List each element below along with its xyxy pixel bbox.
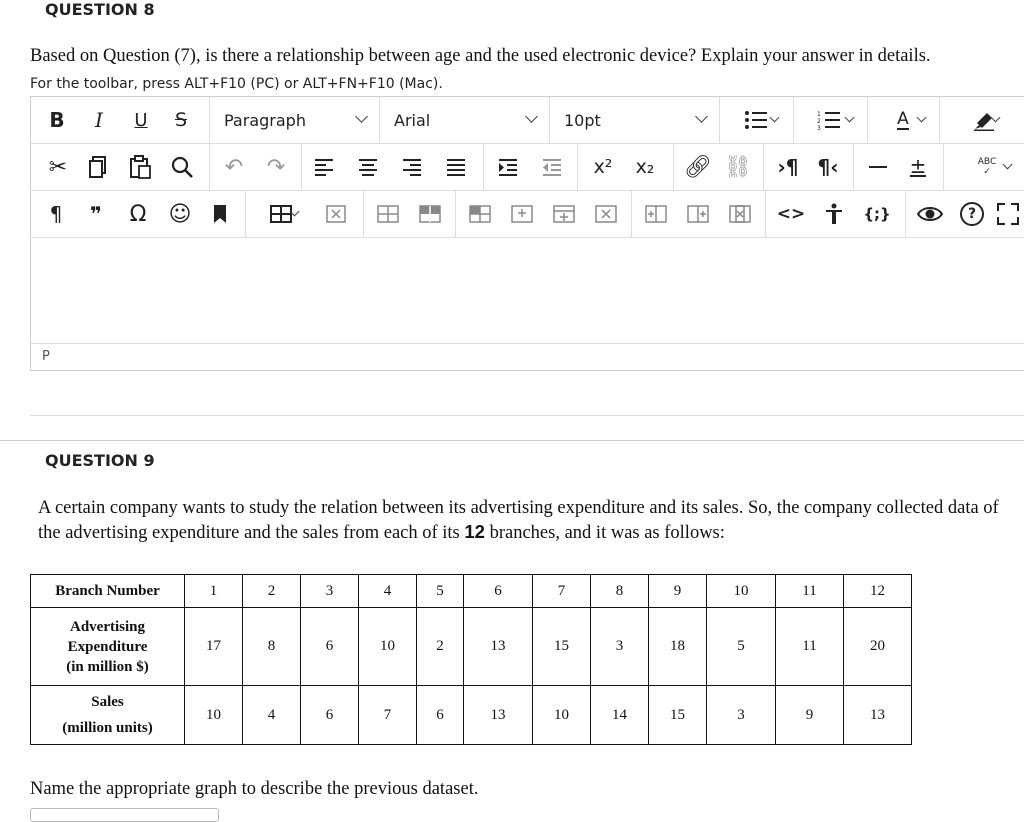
copy-button[interactable] (81, 144, 115, 190)
clipboard-icon (129, 155, 151, 179)
accessibility-button[interactable] (817, 191, 851, 237)
table-row-after-button[interactable] (413, 191, 447, 237)
table-add-icon (511, 205, 533, 223)
help-button[interactable] (955, 191, 989, 237)
emoji-button[interactable] (165, 191, 195, 237)
branch-count: 12 (464, 521, 485, 542)
advertising-cell: 3 (591, 608, 649, 686)
chevron-down-icon (845, 113, 855, 123)
bullet-list-button[interactable] (726, 97, 786, 143)
sales-cell: 14 (591, 686, 649, 745)
rich-text-editor (30, 96, 1024, 371)
table-row-before-button[interactable] (371, 191, 405, 237)
align-left-button[interactable] (307, 144, 341, 190)
branch-cell: 7 (533, 575, 591, 608)
underline-button[interactable]: U (134, 109, 148, 131)
sales-label-cell: Sales (million units) (31, 686, 185, 745)
toolbar-row-3 (31, 191, 1024, 238)
chevron-down-icon (525, 110, 538, 123)
accessibility-icon (824, 203, 844, 225)
toolbar-hint: For the toolbar, press ALT+F10 (PC) or ALT+FN+F10 (Mac). (30, 76, 443, 92)
paste-button[interactable] (123, 144, 157, 190)
spellcheck-button[interactable] (949, 144, 1024, 190)
redo-icon: ↷ (266, 154, 286, 180)
table-header-cell: Branch Number (31, 575, 185, 608)
table-delete-icon (326, 205, 346, 223)
advertising-cell: 6 (301, 608, 359, 686)
scissors-icon: ✂ (48, 154, 68, 180)
format-select[interactable] (224, 97, 374, 143)
font-family-select[interactable] (394, 97, 544, 143)
table-row (31, 575, 912, 608)
font-size-select[interactable] (564, 97, 714, 143)
superscript-button[interactable]: x² (593, 156, 613, 178)
question-8-text: Based on Question (7), is there a relationship between age and the used electronic device? Explain your answer in details. (30, 46, 931, 66)
toolbar-row-2 (31, 144, 1024, 191)
answer-input[interactable] (30, 808, 219, 822)
copy-icon (89, 156, 107, 178)
rtl-icon: ¶‹ (817, 155, 839, 179)
question-9-heading: QUESTION 9 (45, 451, 155, 470)
undo-button[interactable] (217, 144, 251, 190)
sales-cell: 10 (185, 686, 243, 745)
help-icon: ? (960, 202, 984, 226)
advertising-cell: 5 (707, 608, 776, 686)
redo-button[interactable] (259, 144, 293, 190)
advertising-cell: 11 (776, 608, 844, 686)
sales-cell: 9 (776, 686, 844, 745)
table-delete-col-button[interactable] (723, 191, 757, 237)
smiley-icon: ☺ (168, 201, 192, 227)
sales-cell: 13 (464, 686, 533, 745)
font-size-select-value: 10pt (564, 110, 601, 130)
eye-icon (917, 205, 943, 223)
branch-cell: 8 (591, 575, 649, 608)
italic-button[interactable]: I (95, 108, 103, 132)
numbered-list-button[interactable] (799, 97, 859, 143)
align-right-icon (402, 157, 422, 177)
chevron-down-icon (770, 113, 780, 123)
outdent-icon (542, 157, 562, 177)
sales-cell: 7 (359, 686, 417, 745)
justify-button[interactable] (439, 144, 473, 190)
cut-button[interactable] (41, 144, 75, 190)
sales-cell: 4 (243, 686, 301, 745)
branch-cell: 2 (243, 575, 301, 608)
table-insert-row-button[interactable] (505, 191, 539, 237)
plus-minus-icon: ± (909, 154, 927, 178)
bookmark-icon (213, 204, 227, 224)
table-delete-icon (729, 205, 751, 223)
table-delete-icon (595, 205, 617, 223)
chevron-down-icon (355, 110, 368, 123)
indent-icon (498, 157, 518, 177)
toolbar-row-1 (31, 97, 1024, 144)
align-justify-icon (446, 157, 466, 177)
table-insert-col-after-button[interactable] (681, 191, 715, 237)
insert-symbol-button[interactable]: Ω (129, 201, 147, 227)
align-center-icon (358, 157, 378, 177)
sales-cell: 6 (417, 686, 464, 745)
sales-cell: 6 (301, 686, 359, 745)
show-blocks-button[interactable]: ¶ (49, 202, 63, 226)
svg-text:3: 3 (817, 125, 821, 130)
blockquote-button[interactable]: ❞ (90, 202, 102, 226)
advertising-label-cell: Advertising Expenditure (in million $) (31, 608, 185, 686)
chevron-down-icon (695, 110, 708, 123)
advertising-cell: 2 (417, 608, 464, 686)
table-add-icon (687, 205, 709, 223)
advertising-cell: 18 (649, 608, 707, 686)
editor-content-area[interactable] (31, 239, 1024, 343)
followup-question-text: Name the appropriate graph to describe the previous dataset. (30, 779, 479, 799)
format-select-value: Paragraph (224, 110, 306, 130)
sales-cell: 3 (707, 686, 776, 745)
advertising-cell: 20 (844, 608, 912, 686)
table-row-icon (377, 205, 399, 223)
table-add-icon (645, 205, 667, 223)
undo-icon: ↶ (224, 154, 244, 180)
branch-cell: 11 (776, 575, 844, 608)
branch-cell: 9 (649, 575, 707, 608)
branch-cell: 5 (417, 575, 464, 608)
outdent-button[interactable] (535, 144, 569, 190)
bullet-list-icon (744, 110, 768, 130)
sales-cell: 15 (649, 686, 707, 745)
table-row (31, 686, 912, 745)
table-insert-col-before-button[interactable] (639, 191, 673, 237)
chevron-down-icon (1003, 160, 1013, 170)
table-row (31, 608, 912, 686)
advertising-cell: 17 (185, 608, 243, 686)
data-table (30, 574, 912, 745)
editor-status-path: P (31, 343, 1024, 372)
font-family-select-value: Arial (394, 110, 431, 130)
text-color-icon: A (897, 109, 909, 129)
branch-cell: 4 (359, 575, 417, 608)
strikethrough-button[interactable]: S (174, 109, 188, 131)
divider (0, 440, 1024, 441)
ltr-button[interactable] (771, 144, 805, 190)
special-char-button[interactable] (901, 144, 935, 190)
table-insert-col-button[interactable] (547, 191, 581, 237)
branch-cell: 1 (185, 575, 243, 608)
code-sample-button[interactable]: {;} (863, 205, 891, 223)
question-9-text: A certain company wants to study the relation between its advertising expenditure and its sales. So, the company collected data of the advertising expenditure and the sales from each of its 12 branches, and it was as follows: (38, 498, 999, 543)
text-color-button[interactable] (873, 97, 933, 143)
svg-text:2: 2 (817, 118, 821, 125)
sales-cell: 13 (844, 686, 912, 745)
ltr-icon: ›¶ (777, 155, 799, 179)
unlink-icon: ⛓︎ (724, 154, 752, 180)
advertising-cell: 13 (464, 608, 533, 686)
find-replace-button[interactable] (165, 144, 199, 190)
align-left-icon (314, 157, 334, 177)
table-row-icon (419, 205, 441, 223)
fullscreen-icon (997, 203, 1019, 225)
bold-button[interactable]: B (49, 108, 65, 132)
table-cell-icon (469, 205, 491, 223)
table-delete-row-button[interactable] (589, 191, 623, 237)
branch-cell: 6 (464, 575, 533, 608)
horizontal-line-button[interactable] (861, 144, 895, 190)
svg-text:1: 1 (817, 111, 821, 118)
advertising-cell: 10 (359, 608, 417, 686)
question-8-heading: QUESTION 8 (45, 0, 155, 19)
highlight-color-button[interactable] (945, 97, 1024, 143)
rtl-button[interactable] (811, 144, 845, 190)
sales-cell: 10 (533, 686, 591, 745)
delete-table-button[interactable] (319, 191, 353, 237)
search-icon (170, 155, 194, 179)
preview-button[interactable] (913, 191, 947, 237)
align-right-button[interactable] (395, 144, 429, 190)
branch-cell: 12 (844, 575, 912, 608)
align-center-button[interactable] (351, 144, 385, 190)
link-icon: 🔗︎ (684, 154, 712, 180)
spellcheck-icon: ABC ✓ (977, 157, 997, 177)
advertising-cell: 8 (243, 608, 301, 686)
horizontal-line-icon (869, 166, 887, 168)
numbered-list-icon (817, 110, 841, 130)
chevron-down-icon (917, 113, 927, 123)
branch-cell: 3 (301, 575, 359, 608)
table-icon (270, 205, 292, 223)
divider (30, 415, 1024, 416)
table-cell-props-button[interactable] (463, 191, 497, 237)
fullscreen-button[interactable] (997, 191, 1024, 237)
source-code-button[interactable]: <> (776, 204, 806, 224)
branch-cell: 10 (707, 575, 776, 608)
indent-button[interactable] (491, 144, 525, 190)
remove-link-button[interactable] (721, 144, 755, 190)
advertising-cell: 15 (533, 608, 591, 686)
subscript-button[interactable]: x₂ (635, 156, 655, 178)
insert-link-button[interactable] (681, 144, 715, 190)
table-add-icon (553, 205, 575, 223)
bookmark-button[interactable] (205, 191, 235, 237)
insert-table-button[interactable] (253, 191, 309, 237)
